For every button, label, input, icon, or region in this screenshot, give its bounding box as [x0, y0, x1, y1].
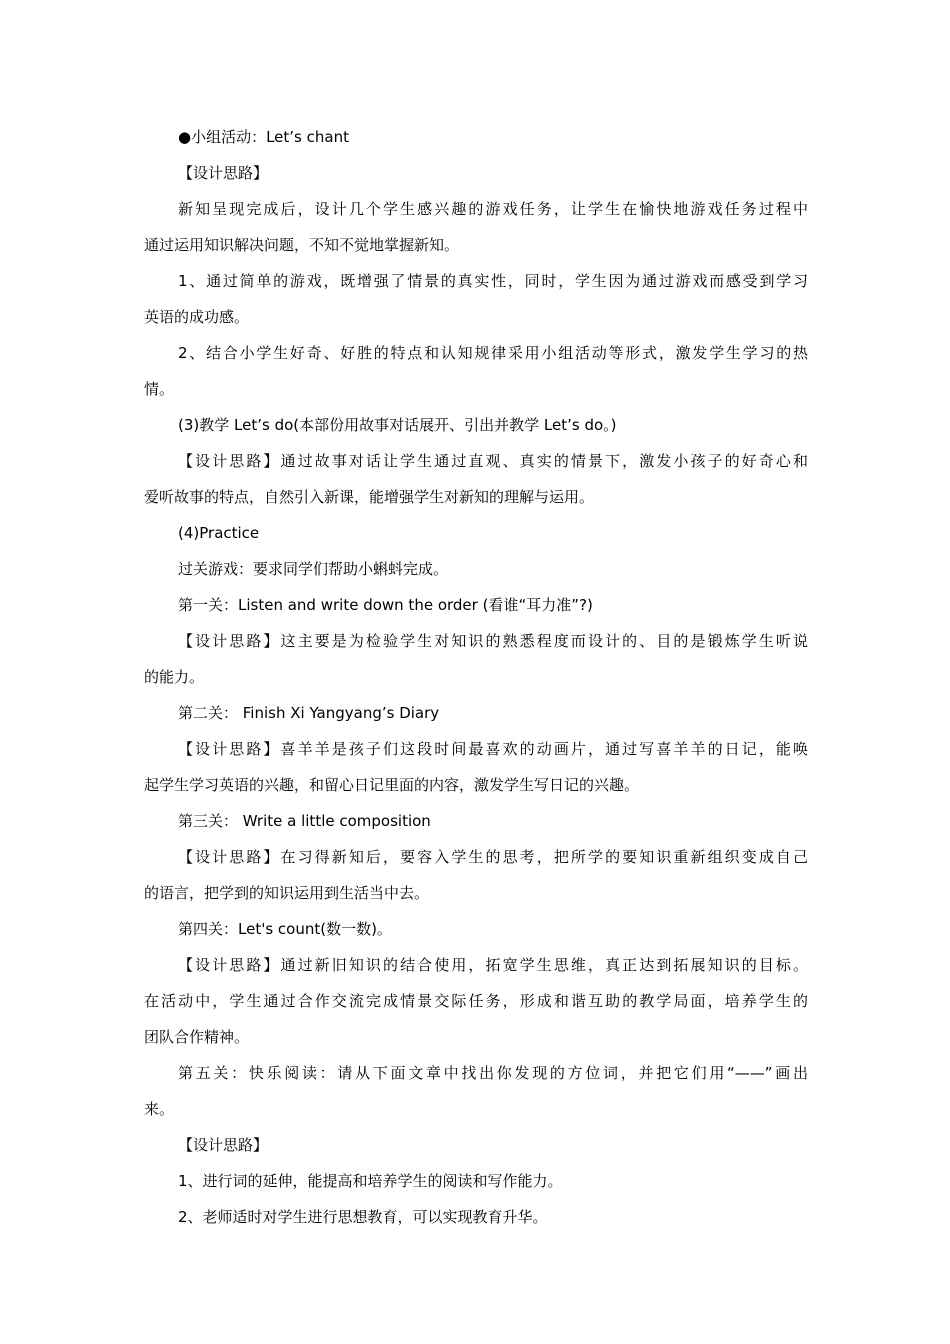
- paragraph-7-line-1: 【设计思路】通过故事对话让学生通过直观、真实的情景下，激发小孩子的好奇心和: [178, 452, 808, 470]
- paragraph-5-line-2: 情。: [144, 380, 175, 398]
- paragraph-14-line-1: 第三关： Write a little composition: [178, 812, 431, 830]
- paragraph-9-line-1: 过关游戏：要求同学们帮助小蝌蚪完成。: [178, 560, 449, 578]
- paragraph-18-line-1: 第五关：快乐阅读：请从下面文章中找出你发现的方位词，并把它们用“——”画出: [178, 1064, 808, 1082]
- paragraph-8-line-1: (4)Practice: [178, 524, 260, 542]
- paragraph-4-line-2: 英语的成功感。: [144, 308, 250, 326]
- paragraph-17-line-3: 团队合作精神。: [144, 1028, 250, 1046]
- paragraph-15-line-2: 的语言，把学到的知识运用到生活当中去。: [144, 884, 430, 902]
- paragraph-10-line-1: 第一关：Listen and write down the order (看谁“耳力准”?): [178, 596, 593, 614]
- paragraph-4-line-1: 1、通过简单的游戏，既增强了情景的真实性，同时，学生因为通过游戏而感受到学习: [178, 272, 808, 290]
- paragraph-17-line-1: 【设计思路】通过新旧知识的结合使用，拓宽学生思维，真正达到拓展知识的目标。: [178, 956, 808, 974]
- paragraph-7-line-2: 爱听故事的特点，自然引入新课，能增强学生对新知的理解与运用。: [144, 488, 595, 506]
- paragraph-21-line-1: 2、老师适时对学生进行思想教育，可以实现教育升华。: [178, 1208, 548, 1226]
- paragraph-20-line-1: 1、进行词的延伸，能提高和培养学生的阅读和写作能力。: [178, 1172, 563, 1190]
- paragraph-11-line-2: 的能力。: [144, 668, 205, 686]
- paragraph-13-line-1: 【设计思路】喜羊羊是孩子们这段时间最喜欢的动画片，通过写喜羊羊的日记，能唤: [178, 740, 808, 758]
- paragraph-2-line-1: 【设计思路】: [178, 164, 269, 182]
- paragraph-15-line-1: 【设计思路】在习得新知后，要容入学生的思考，把所学的要知识重新组织变成自己: [178, 848, 808, 866]
- paragraph-17-line-2: 在活动中，学生通过合作交流完成情景交际任务，形成和谐互助的教学局面，培养学生的: [144, 992, 808, 1010]
- paragraph-12-line-1: 第二关： Finish Xi Yangyang’s Diary: [178, 704, 440, 722]
- paragraph-11-line-1: 【设计思路】这主要是为检验学生对知识的熟悉程度而设计的、目的是锻炼学生听说: [178, 632, 808, 650]
- paragraph-5-line-1: 2、结合小学生好奇、好胜的特点和认知规律采用小组活动等形式，激发学生学习的热: [178, 344, 808, 362]
- paragraph-18-line-2: 来。: [144, 1100, 175, 1118]
- paragraph-6-line-1: (3)教学 Let’s do(本部份用故事对话展开、引出并教学 Let’s do。): [178, 416, 617, 434]
- paragraph-1-line-1: ●小组活动：Let’s chant: [178, 128, 349, 146]
- paragraph-3-line-1: 新知呈现完成后，设计几个学生感兴趣的游戏任务，让学生在愉快地游戏任务过程中: [178, 200, 808, 218]
- paragraph-3-line-2: 通过运用知识解决问题，不知不觉地掌握新知。: [144, 236, 460, 254]
- paragraph-16-line-1: 第四关：Let's count(数一数)。: [178, 920, 392, 938]
- paragraph-13-line-2: 起学生学习英语的兴趣，和留心日记里面的内容，激发学生写日记的兴趣。: [144, 776, 640, 794]
- document-body: [144, 119, 808, 1235]
- paragraph-19-line-1: 【设计思路】: [178, 1136, 269, 1154]
